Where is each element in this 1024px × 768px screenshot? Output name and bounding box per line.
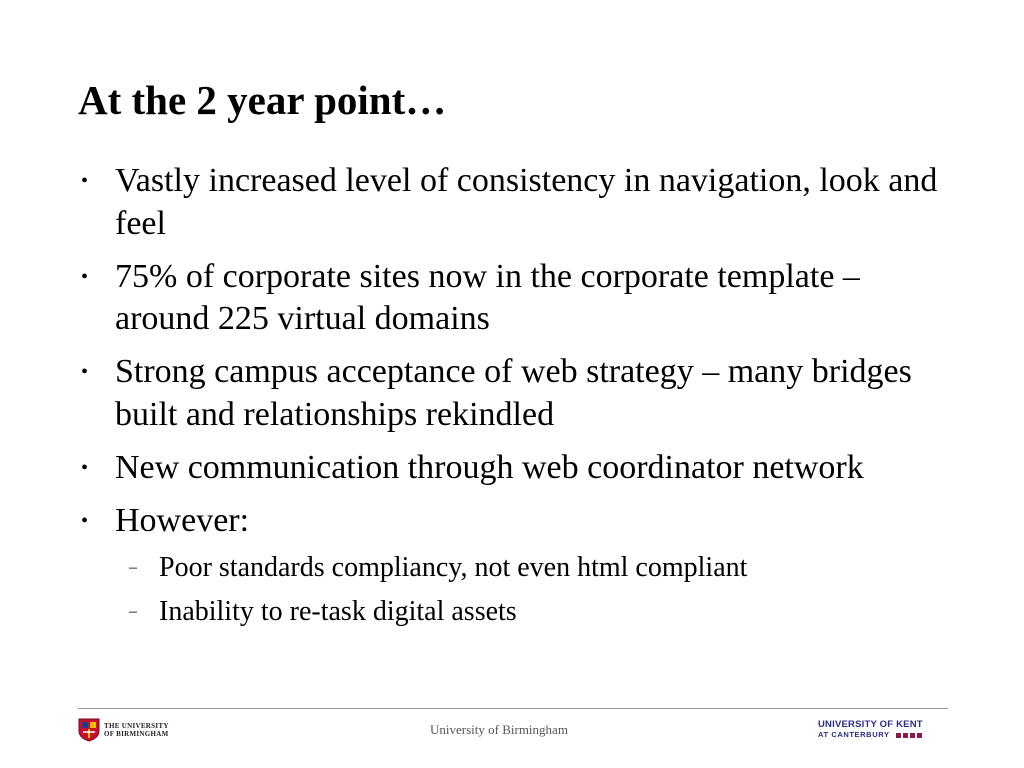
kent-logo-line1: UNIVERSITY OF KENT [818, 719, 923, 730]
sub-bullet-list [115, 546, 958, 634]
bullet-dot-icon: • [81, 456, 89, 479]
sub-bullet-text: Poor standards compliancy, not even html compliant [159, 552, 748, 583]
kent-logo-line2: AT CANTERBURY [818, 730, 890, 739]
sub-bullet-item [115, 590, 958, 634]
kent-logo [818, 719, 924, 740]
bullet-text: 75% of corporate sites now in the corporate template – around 225 virtual domains [115, 257, 860, 337]
bullet-item [78, 447, 958, 490]
bullet-item [78, 160, 958, 245]
bullet-item [78, 256, 958, 341]
birmingham-logo-line1: THE UNIVERSITY [104, 722, 169, 730]
slide-title: At the 2 year point… [78, 77, 447, 123]
bullet-dot-icon: • [81, 509, 89, 532]
birmingham-logo-line2: OF BIRMINGHAM [104, 730, 169, 738]
crest-icon [78, 718, 100, 742]
birmingham-logo-text [104, 722, 169, 738]
footer-text: University of Birmingham [430, 722, 568, 737]
sub-bullet-item [115, 546, 958, 590]
footer-divider [78, 708, 948, 709]
sub-bullet-text: Inability to re-task digital assets [159, 596, 517, 627]
dash-icon: – [129, 559, 137, 576]
bullet-dot-icon: • [81, 170, 89, 192]
birmingham-logo [78, 718, 169, 742]
bullet-dot-icon: • [81, 361, 89, 383]
bullet-item [78, 500, 958, 635]
bullet-item [78, 351, 958, 436]
bullet-text: Strong campus acceptance of web strategy – many bridges built and relationships rekindled [115, 353, 912, 433]
dash-icon: – [129, 603, 137, 620]
bullet-list [78, 160, 958, 645]
bullet-text: Vastly increased level of consistency in navigation, look and feel [115, 162, 938, 242]
bullet-dot-icon: • [81, 265, 89, 288]
bullet-text: New communication through web coordinator network [115, 448, 864, 486]
bullet-text: However: [115, 501, 250, 539]
kent-squares-icon [896, 733, 924, 738]
